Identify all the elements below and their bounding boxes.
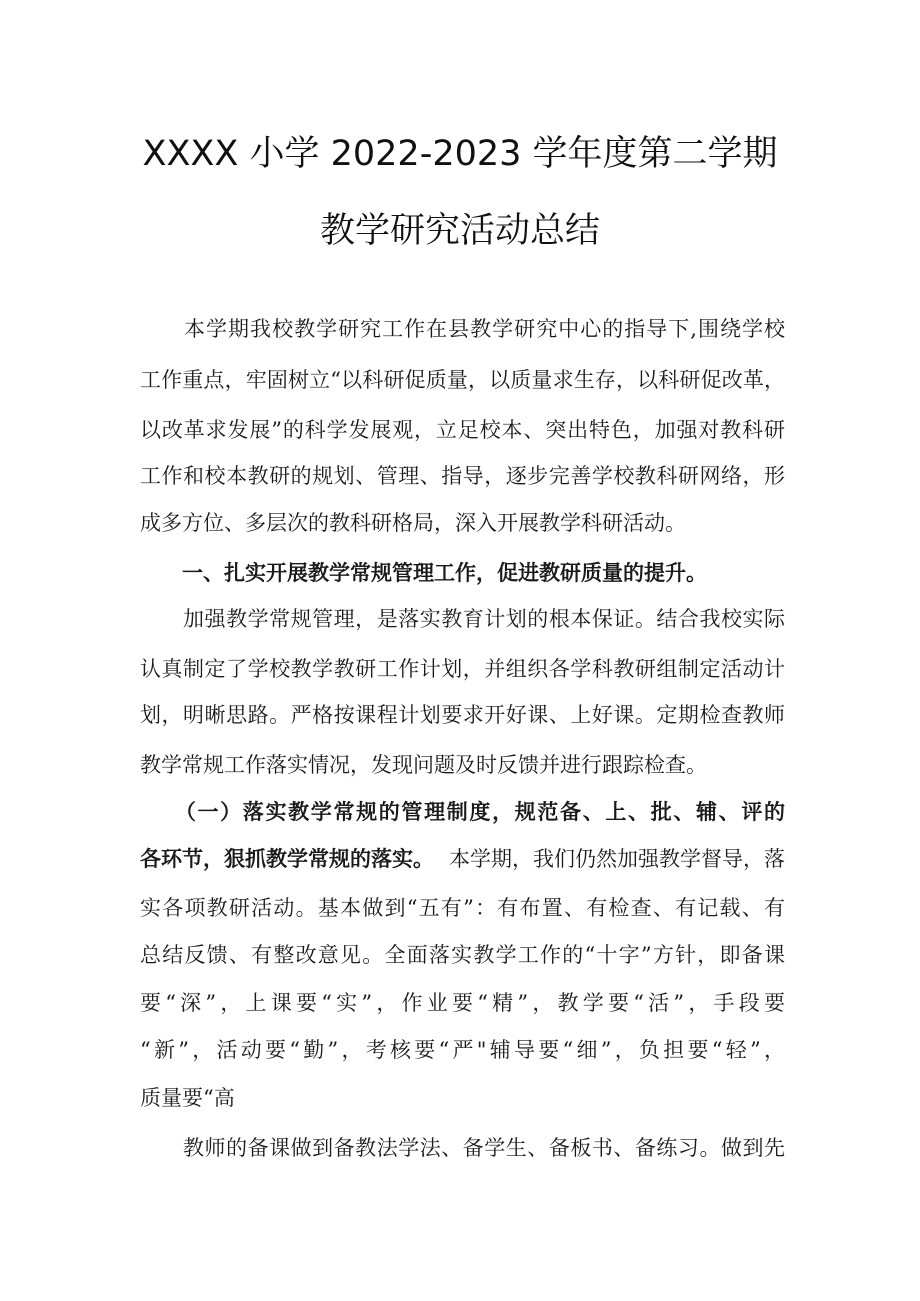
paragraph-line: 加强教学常规管理，是落实教育计划的根本保证。结合我校实际 — [140, 607, 785, 631]
paragraph-line: 以改革求发展”的科学发展观，立足校本、突出特色，加强对教科研 — [140, 418, 785, 442]
paragraph-line: 成多方位、多层次的教科研格局，深入开展教学科研活动。 — [140, 511, 686, 535]
paragraph-line: 认真制定了学校教学教研工作计划，并组织各学科教研组制定活动计 — [140, 657, 785, 681]
subsection-heading-end: 各环节，狠抓教学常规的落实。 — [140, 846, 434, 871]
paragraph-line: “新”，活动要“勤”，考核要“严"辅导要“细”，负担要“轻”， — [140, 1038, 785, 1062]
paragraph-line: 实各项教研活动。基本做到“五有”：有布置、有检查、有记载、有 — [140, 896, 785, 920]
document-title: XXXX 小学 2022-2023 学年度第二学期 — [142, 134, 778, 174]
paragraph-line: 质量要“高 — [140, 1086, 235, 1110]
mixed-line — [140, 843, 785, 875]
paragraph-line: 总结反馈、有整改意见。全面落实教学工作的“十字”方针，即备课 — [140, 943, 785, 967]
paragraph-line: 要“深”，上课要“实”，作业要“精”，教学要“活”，手段要 — [140, 991, 785, 1015]
paragraph-line: 教师的备课做到备教法学法、备学生、备板书、备练习。做到先 — [140, 1136, 785, 1160]
paragraph-line: 本学期我校教学研究工作在县教学研究中心的指导下,围绕学校 — [140, 317, 785, 341]
document-subtitle: 教学研究活动总结 — [319, 211, 600, 251]
subsection-heading: （一）落实教学常规的管理制度，规范备、上、批、辅、评的 — [140, 799, 785, 824]
paragraph-line: 工作重点，牢固树立“以科研促质量，以质量求生存，以科研促改革， — [140, 368, 785, 392]
paragraph-line: 划，明晰思路。严格按课程计划要求开好课、上好课。定期检查教师 — [140, 703, 785, 727]
paragraph-line: 教学常规工作落实情况，发现问题及时反馈并进行跟踪检查。 — [140, 753, 707, 777]
section-heading: 一、扎实开展教学常规管理工作，促进教研质量的提升。 — [140, 560, 707, 585]
paragraph-text: 本学期，我们仍然加强教学督导，落 — [449, 847, 785, 871]
paragraph-line: 工作和校本教研的规划、管理、指导，逐步完善学校教科研网络，形 — [140, 464, 785, 488]
